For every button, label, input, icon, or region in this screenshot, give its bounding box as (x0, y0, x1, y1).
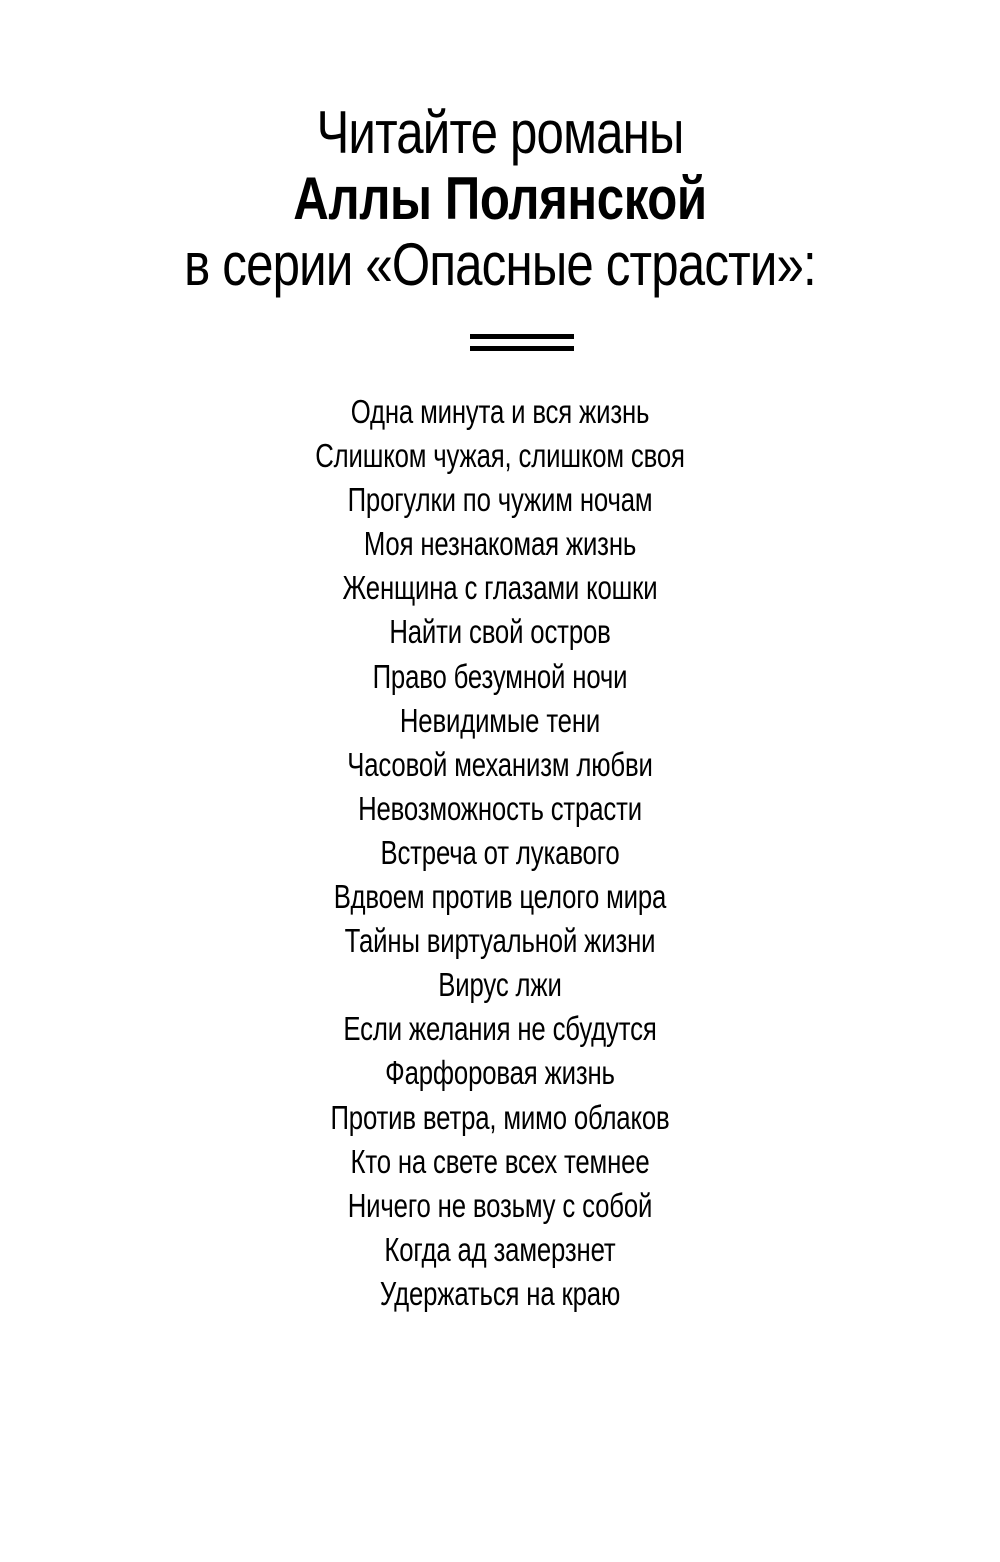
double-rule-divider (470, 334, 574, 354)
book-title-list (0, 390, 1000, 1316)
book-title: Фарфоровая жизнь (385, 1054, 615, 1092)
book-title: Если желания не сбудутся (343, 1010, 657, 1048)
book-title: Кто на свете всех темнее (350, 1142, 650, 1180)
book-title: Одна минута и вся жизнь (350, 393, 650, 430)
book-title: Невозможность страсти (358, 789, 642, 827)
book-title: Слишком чужая, слишком своя (315, 437, 685, 475)
book-title: Вдвоем против целого мира (333, 878, 667, 916)
book-title: Когда ад замерзнет (384, 1230, 616, 1268)
book-title: Тайны виртуальной жизни (344, 922, 656, 960)
book-title: Право безумной ночи (372, 657, 628, 695)
book-title: Невидимые тени (399, 701, 601, 739)
divider-line-bottom (470, 346, 574, 351)
book-title: Найти свой остров (389, 613, 611, 651)
book-title: Моя незнакомая жизнь (363, 525, 637, 563)
author-name: Аллы Полянской (293, 165, 707, 232)
book-title: Удержаться на краю (379, 1274, 621, 1312)
book-title: Против ветра, мимо облаков (330, 1098, 670, 1136)
book-title: Ничего не возьму с собой (347, 1186, 653, 1224)
header-intro: Читайте романы (316, 99, 684, 166)
divider-line-top (470, 334, 574, 339)
book-title: Часовой механизм любви (347, 745, 653, 783)
book-title: Вирус лжи (438, 966, 562, 1004)
series-name: в серии «Опасные страсти»: (184, 231, 816, 298)
series-header (0, 100, 1000, 298)
book-title: Прогулки по чужим ночам (347, 481, 653, 519)
book-title: Женщина с глазами кошки (342, 569, 658, 607)
book-title: Встреча от лукавого (380, 833, 620, 871)
